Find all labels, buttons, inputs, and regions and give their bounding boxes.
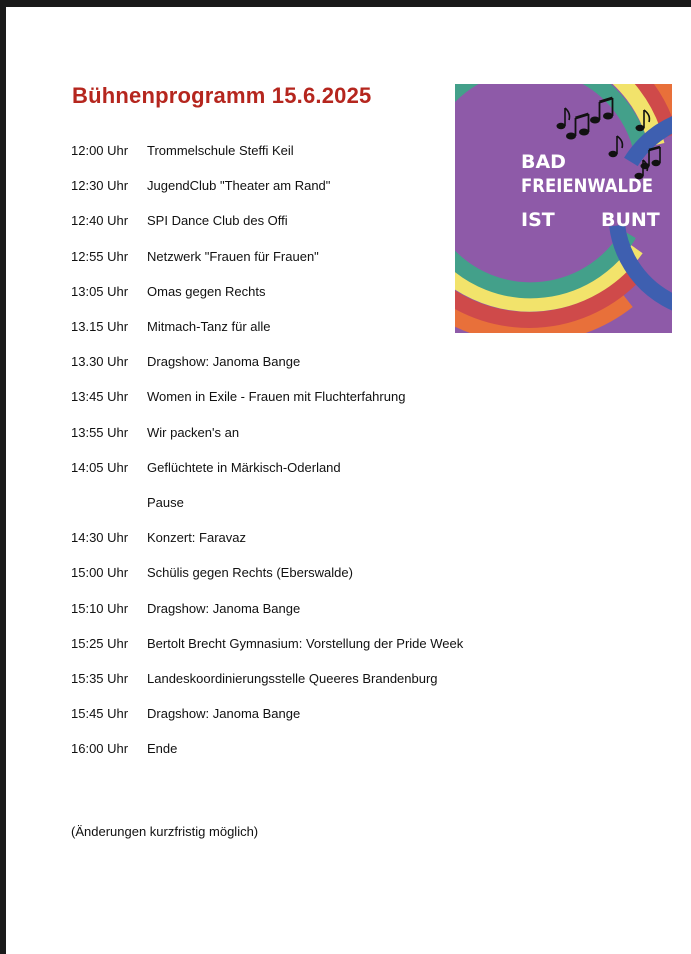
page-title: Bühnenprogramm 15.6.2025: [72, 83, 372, 108]
schedule-event: JugendClub "Theater am Rand": [147, 178, 331, 194]
schedule-event: Konzert: Faravaz: [147, 530, 246, 546]
schedule-row: [71, 731, 463, 766]
schedule-event: Netzwerk "Frauen für Frauen": [147, 248, 319, 264]
schedule-row: [71, 344, 463, 379]
bad-freienwalde-ist-bunt-logo: [455, 84, 672, 333]
schedule-event: Bertolt Brecht Gymnasium: Vorstellung der Pride Week: [147, 635, 464, 651]
schedule-time: 15:45 Uhr: [71, 706, 129, 722]
schedule-time: 14:05 Uhr: [71, 459, 129, 475]
schedule-row: [71, 485, 463, 520]
schedule-event: Omas gegen Rechts: [147, 283, 266, 299]
schedule-time: 16:00 Uhr: [71, 741, 129, 757]
schedule-event: Ende: [147, 741, 178, 757]
logo-text-freienwalde: FREIENWALDE: [521, 175, 653, 197]
schedule-time: 13.30 Uhr: [71, 354, 129, 370]
document-page: [6, 7, 691, 954]
schedule-time: 15:00 Uhr: [71, 565, 129, 581]
schedule-time: 14:30 Uhr: [71, 530, 129, 546]
schedule-time: 13:45 Uhr: [71, 389, 129, 405]
schedule-row: [71, 661, 463, 696]
schedule-time: 15:25 Uhr: [71, 635, 129, 651]
schedule-row: [71, 450, 463, 485]
schedule-row: [71, 415, 463, 450]
schedule-time: 13.15 Uhr: [71, 319, 129, 335]
schedule-row: [71, 203, 463, 238]
schedule-row: [71, 133, 463, 168]
logo-text-bad: BAD: [521, 151, 566, 173]
schedule-time: 12:40 Uhr: [71, 213, 129, 229]
schedule-row: [71, 555, 463, 590]
schedule-event: Pause: [147, 494, 184, 510]
schedule-row: [71, 274, 463, 309]
schedule-row: [71, 696, 463, 731]
schedule-event: Women in Exile - Frauen mit Fluchterfahrung: [147, 389, 406, 405]
schedule-time: 15:10 Uhr: [71, 600, 129, 616]
schedule-row: [71, 379, 463, 414]
schedule-time: 12:00 Uhr: [71, 143, 129, 159]
schedule-event: Wir packen's an: [147, 424, 240, 440]
schedule-time: 15:35 Uhr: [71, 670, 129, 686]
schedule-time: 12:55 Uhr: [71, 248, 129, 264]
schedule-time: 13:55 Uhr: [71, 424, 129, 440]
schedule-row: [71, 590, 463, 625]
schedule-event: Geflüchtete in Märkisch-Oderland: [147, 459, 341, 475]
schedule-event: Dragshow: Janoma Bange: [147, 600, 301, 616]
schedule-event: Schülis gegen Rechts (Eberswalde): [147, 565, 353, 581]
changes-note: (Änderungen kurzfristig möglich): [71, 824, 259, 839]
schedule-event: Trommelschule Steffi Keil: [147, 143, 294, 159]
schedule-time: 12:30 Uhr: [71, 178, 129, 194]
logo-text-bunt: BUNT: [601, 209, 660, 231]
schedule-time: 13:05 Uhr: [71, 283, 129, 299]
schedule-row: [71, 626, 463, 661]
schedule-event: Mitmach-Tanz für alle: [147, 319, 271, 335]
schedule-row: [71, 309, 463, 344]
logo-text-ist: IST: [521, 209, 555, 231]
schedule-event: Dragshow: Janoma Bange: [147, 706, 301, 722]
schedule-event: Dragshow: Janoma Bange: [147, 354, 301, 370]
schedule-event: SPI Dance Club des Offi: [147, 213, 288, 229]
schedule-row: [71, 239, 463, 274]
schedule-list: [71, 133, 463, 766]
schedule-row: [71, 168, 463, 203]
schedule-row: [71, 520, 463, 555]
schedule-event: Landeskoordinierungsstelle Queeres Brandenburg: [147, 670, 438, 686]
